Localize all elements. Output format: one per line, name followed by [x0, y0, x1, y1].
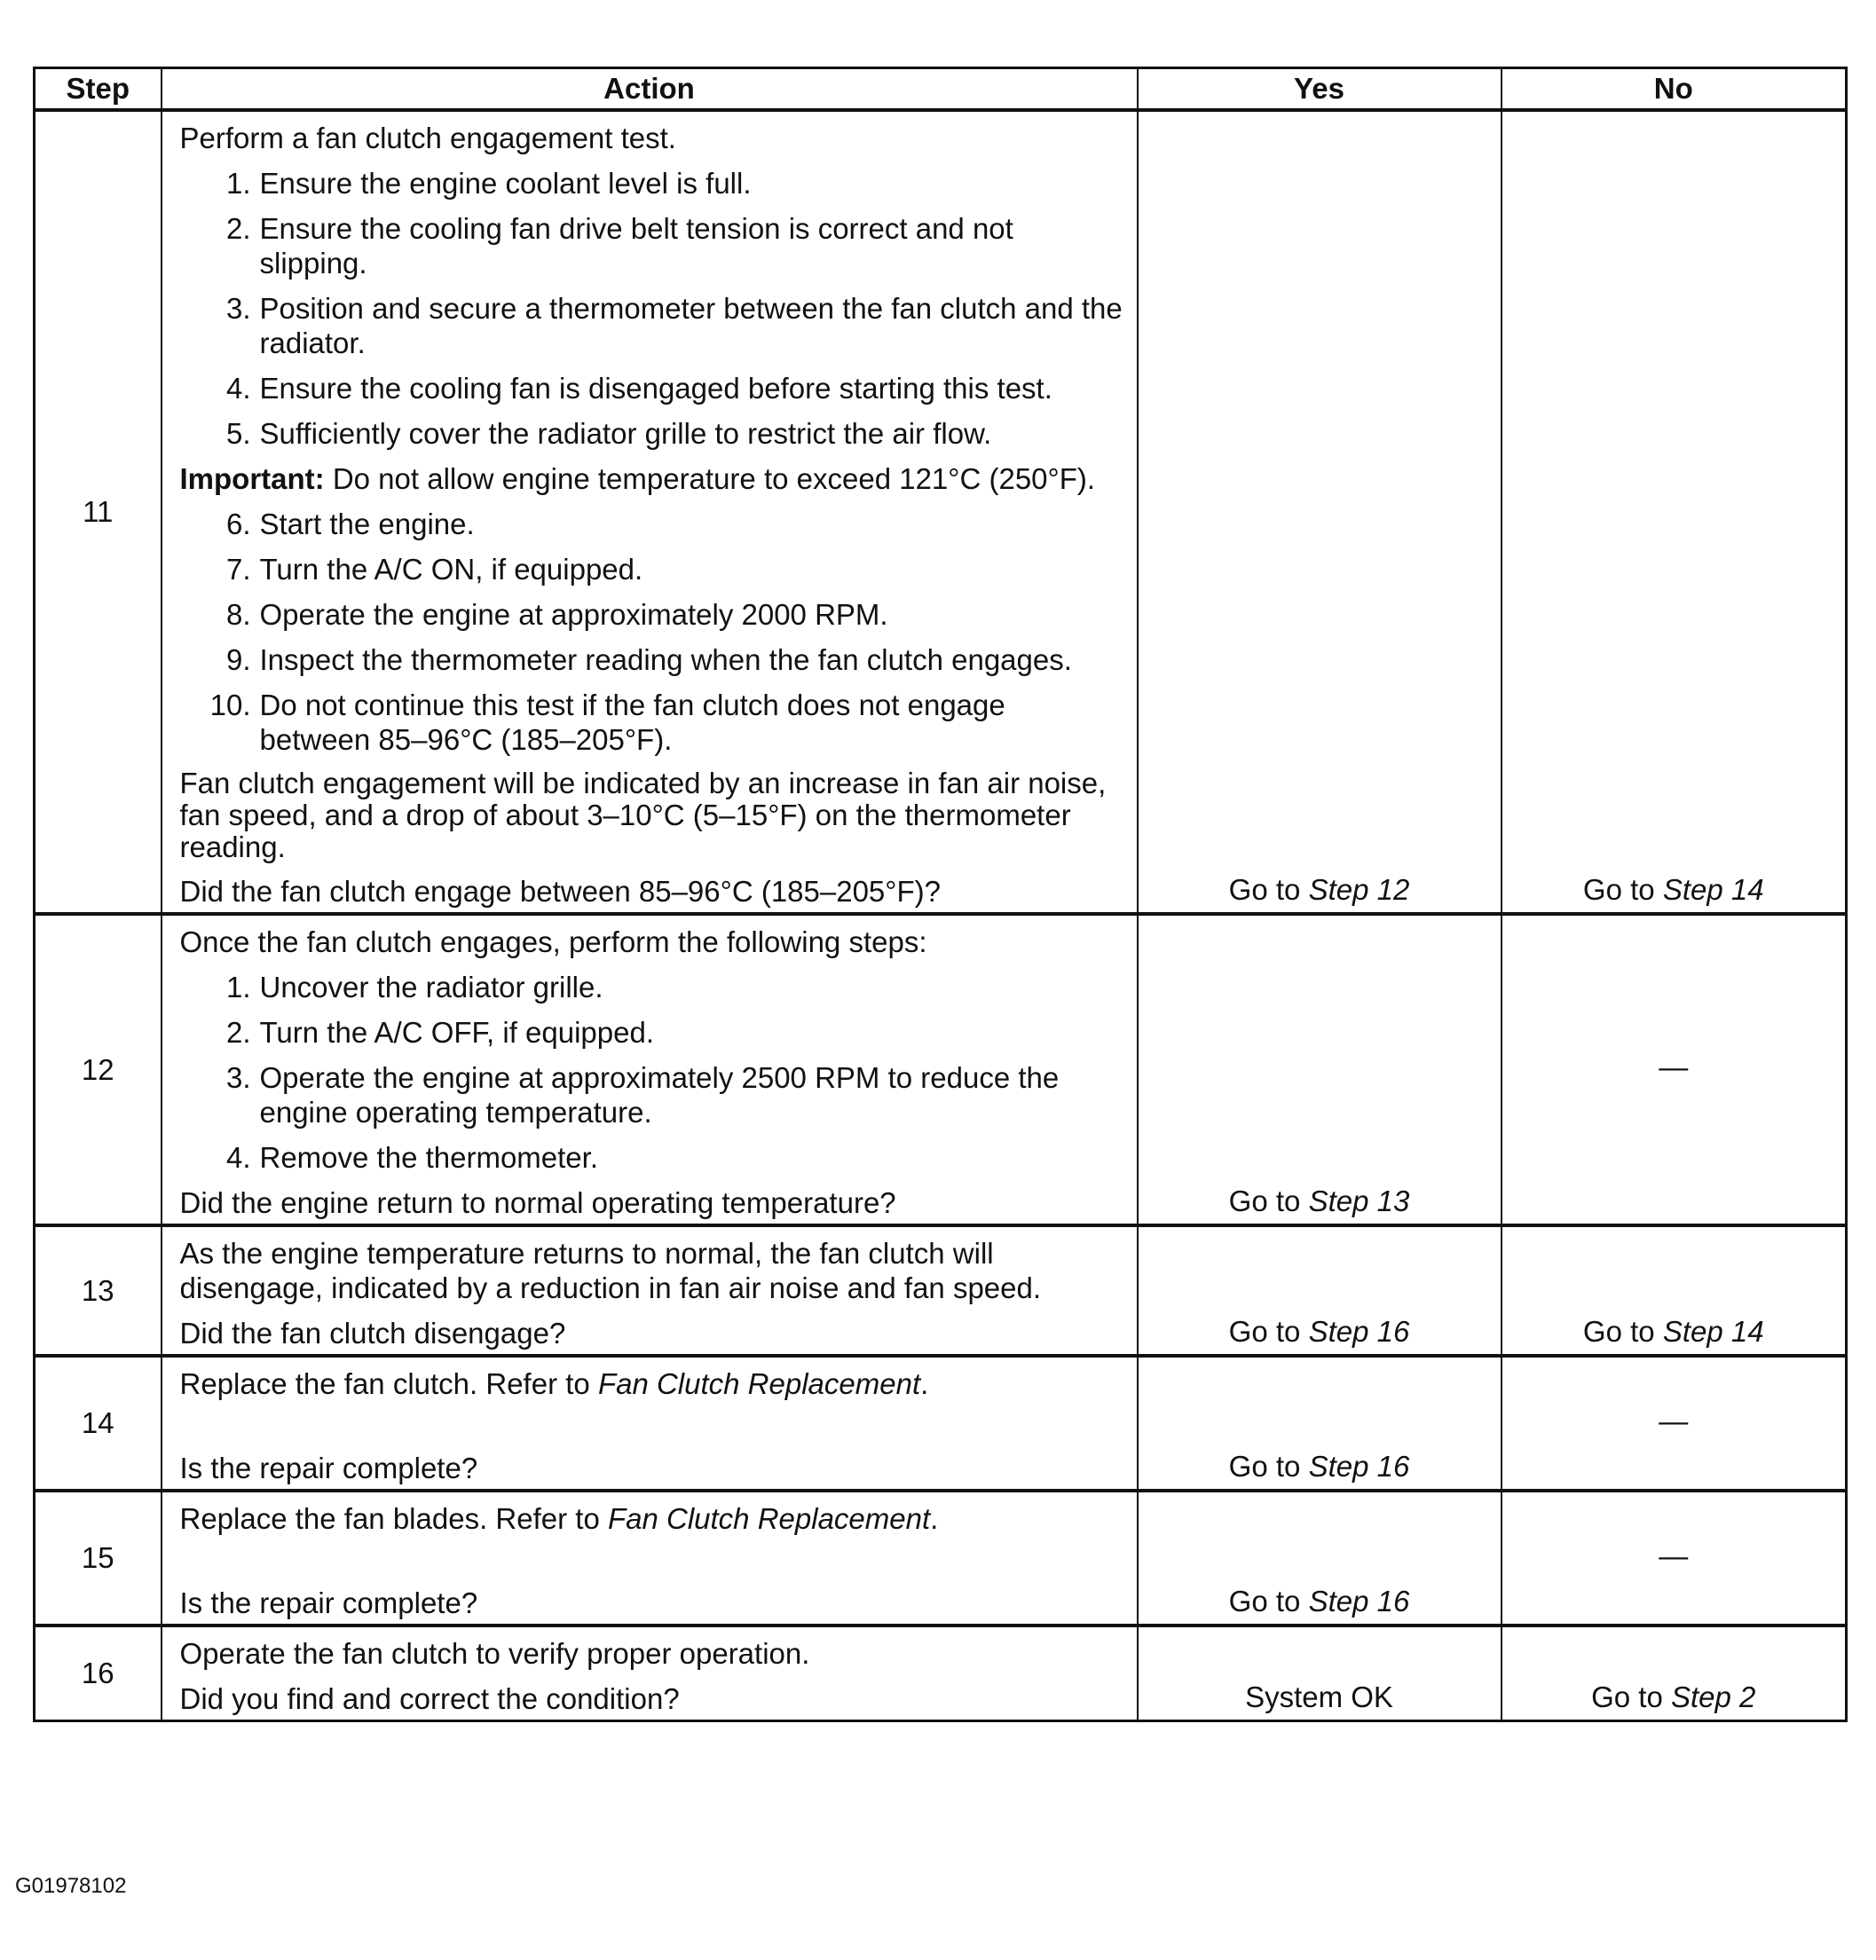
action-cell [162, 1491, 1138, 1625]
table-row-step-14 [35, 1356, 1847, 1491]
step-reference: Step 14 [1662, 1315, 1764, 1348]
action-intro: Perform a fan clutch engagement test. [179, 122, 676, 154]
yes-cell: Go to Step 12 [1138, 110, 1502, 914]
action-question: Did you find and correct the condition? [179, 1682, 680, 1715]
step-reference: Step 16 [1308, 1315, 1410, 1348]
list-item: 8. Operate the engine at approximately 2000 RPM. [225, 598, 888, 631]
header-action: Action [162, 68, 1138, 111]
step-number: 13 [35, 1225, 162, 1356]
list-item: 5. Sufficiently cover the radiator grille to restrict the air flow. [225, 417, 992, 450]
procedure-reference: Fan Clutch Replacement [597, 1367, 921, 1400]
table-row-step-16 [35, 1625, 1847, 1721]
important-label: Important: [179, 462, 325, 495]
list-item: 2. Ensure the cooling fan drive belt tension is correct and not slipping. [225, 212, 1013, 279]
step-reference: Step 16 [1308, 1450, 1410, 1483]
header-yes: Yes [1138, 68, 1502, 111]
step-reference: Step 2 [1670, 1681, 1756, 1713]
step-reference: Step 14 [1662, 873, 1764, 906]
action-cell [162, 110, 1138, 914]
yes-cell: System OK [1138, 1625, 1502, 1721]
list-item: 3. Operate the engine at approximately 2500 RPM to reduce the engine operating temperature. [225, 1061, 1060, 1129]
no-cell: — [1502, 1356, 1847, 1491]
action-text: Replace the fan blades. Refer to Fan Clutch Replacement. [179, 1502, 939, 1535]
step-number: 12 [35, 914, 162, 1225]
list-item: 4. Ensure the cooling fan is disengaged before starting this test. [225, 372, 1052, 405]
no-cell: Go to Step 14 [1502, 1225, 1847, 1356]
action-question: Is the repair complete? [179, 1586, 478, 1619]
no-cell: Go to Step 2 [1502, 1625, 1847, 1721]
action-question: Did the fan clutch engage between 85–96°C (185–205°F)? [179, 875, 941, 908]
header-no: No [1502, 68, 1847, 111]
list-item: 10. Do not continue this test if the fan clutch does not engage between 85–96°C (185–205°F). [209, 689, 1005, 756]
action-question: Is the repair complete? [179, 1452, 478, 1484]
figure-id: G01978102 [15, 1874, 127, 1898]
action-note: Fan clutch engagement will be indicated by an increase in fan air noise, fan speed, and a drop of about 3–10°C (5–15°F) on the thermometer reading. [179, 767, 1107, 863]
step-reference: Step 12 [1308, 873, 1410, 906]
action-text: Replace the fan clutch. Refer to Fan Clutch Replacement. [179, 1367, 929, 1400]
procedure-list [180, 166, 1124, 451]
action-cell [162, 1225, 1138, 1356]
important-text: Do not allow engine temperature to exceed 121°C (250°F). [324, 462, 1096, 495]
action-cell [162, 1625, 1138, 1721]
list-item: 7. Turn the A/C ON, if equipped. [225, 553, 643, 586]
table-row-step-13 [35, 1225, 1847, 1356]
procedure-list [180, 970, 1124, 1175]
table-row-step-11 [35, 110, 1847, 914]
list-item: 1. Uncover the radiator grille. [225, 971, 603, 1004]
action-text: As the engine temperature returns to normal, the fan clutch will disengage, indicated by a reduction in fan air noise and fan speed. [179, 1237, 1042, 1304]
step-number: 16 [35, 1625, 162, 1721]
header-step: Step [35, 68, 162, 111]
procedure-reference: Fan Clutch Replacement [607, 1502, 931, 1535]
yes-cell: Go to Step 16 [1138, 1356, 1502, 1491]
no-cell: Go to Step 14 [1502, 110, 1847, 914]
action-question: Did the fan clutch disengage? [179, 1317, 566, 1350]
yes-cell: Go to Step 16 [1138, 1491, 1502, 1625]
diagnostic-table [33, 67, 1848, 1722]
yes-cell: Go to Step 16 [1138, 1225, 1502, 1356]
list-item: 1. Ensure the engine coolant level is full. [225, 167, 752, 200]
table-row-step-15 [35, 1491, 1847, 1625]
header-row [35, 68, 1847, 111]
no-cell: — [1502, 914, 1847, 1225]
action-question: Did the engine return to normal operating temperature? [179, 1186, 896, 1219]
step-reference: Step 13 [1308, 1185, 1410, 1217]
step-number: 14 [35, 1356, 162, 1491]
step-number: 11 [35, 110, 162, 914]
no-cell: — [1502, 1491, 1847, 1625]
list-item: 2. Turn the A/C OFF, if equipped. [225, 1016, 655, 1049]
important-note [180, 461, 1124, 496]
action-cell [162, 914, 1138, 1225]
list-item: 9. Inspect the thermometer reading when the fan clutch engages. [225, 643, 1072, 676]
step-number: 15 [35, 1491, 162, 1625]
list-item: 3. Position and secure a thermometer between the fan clutch and the radiator. [225, 292, 1123, 359]
action-intro: Once the fan clutch engages, perform the following steps: [179, 925, 927, 958]
step-reference: Step 16 [1308, 1585, 1410, 1618]
procedure-list [180, 507, 1124, 757]
list-item: 4. Remove the thermometer. [225, 1141, 598, 1174]
yes-cell: Go to Step 13 [1138, 914, 1502, 1225]
action-cell [162, 1356, 1138, 1491]
table-row-step-12 [35, 914, 1847, 1225]
action-text: Operate the fan clutch to verify proper operation. [179, 1637, 810, 1670]
list-item: 6. Start the engine. [225, 508, 475, 540]
